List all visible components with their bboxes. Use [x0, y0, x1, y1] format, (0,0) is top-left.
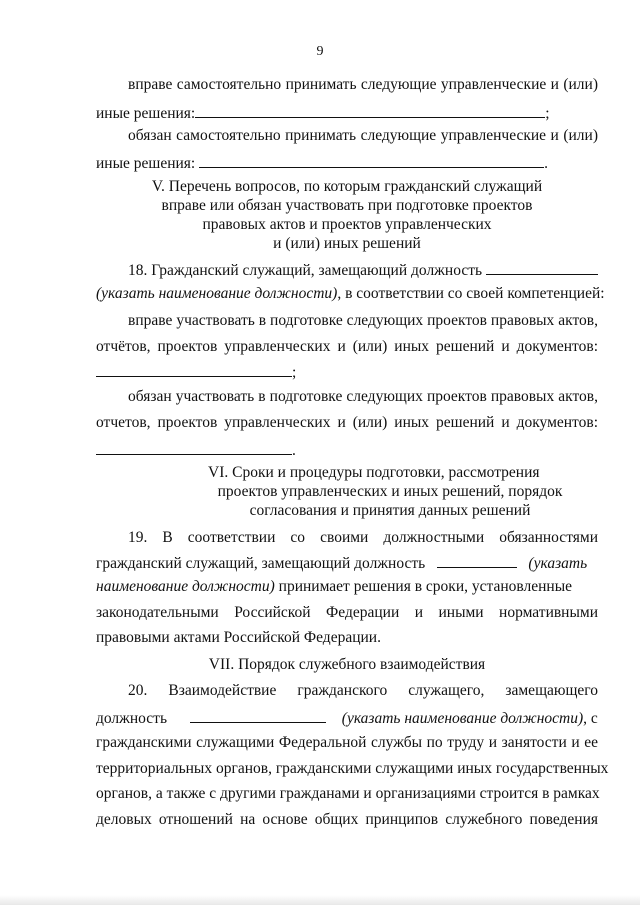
p20-line2-end: , с: [583, 710, 598, 727]
p18-line8-end: .: [292, 442, 296, 459]
p18-line6: обязан участвовать в подготовке следующих проектов правовых актов,: [128, 388, 598, 405]
p1-line2-text: иные решения:: [96, 105, 196, 122]
p18-line7: отчетов, проектов управленческих и (или) иных решений и документов:: [96, 414, 598, 431]
p19-line5: правовыми актами Российской Федерации.: [96, 629, 381, 646]
p18-line2-rest: , в соответствии со своей компетенцией:: [337, 285, 605, 302]
section6-heading-line1: VI. Сроки и процедуры подготовки, рассмотрения: [208, 464, 540, 481]
p19-line3: [96, 578, 598, 596]
p19-line2-text: гражданский служащий, замещающий должность: [96, 555, 426, 572]
p1-line2-end: ;: [545, 105, 550, 122]
fill-blank: [195, 103, 545, 118]
p19-line4: законодательными Российской Федерации и иными нормативными: [96, 604, 598, 621]
p20-line4: территориальных органов, гражданскими служащими иных государственных: [96, 760, 609, 777]
fill-blank: [190, 708, 326, 723]
section5-heading-line3: правовых актов и проектов управленческих: [202, 216, 492, 233]
p18-line1-text: 18. Гражданский служащий, замещающий должность: [128, 262, 483, 279]
p18-line8: [96, 440, 296, 460]
p18-line5-end: ;: [292, 364, 297, 381]
fill-blank: [96, 440, 292, 455]
p20-line2-text: должность: [96, 710, 168, 727]
p20-line2: [96, 708, 598, 728]
p19-line3-rest: принимает решения в сроки, установленные: [274, 578, 573, 595]
p19-line1: 19. В соответствии со своими должностными обязанностями: [128, 529, 598, 546]
section6-heading-line2: проектов управленческих и иных решений, порядок: [217, 483, 563, 500]
p2-line1: обязан самостоятельно принимать следующие управленческие и (или): [128, 127, 598, 144]
p20-line1: 20. Взаимодействие гражданского служащего, замещающего: [128, 682, 598, 699]
section5-heading-line4: и (или) иных решений: [273, 235, 421, 252]
p20-line6: деловых отношений на основе общих принципов служебного поведения: [96, 811, 598, 828]
fill-blank: [486, 260, 598, 275]
page-bottom-shadow: [0, 895, 640, 905]
section5-heading-line1: V. Перечень вопросов, по которым гражданский служащий: [151, 178, 543, 195]
fill-blank: [437, 553, 517, 568]
p18-line1: [128, 260, 598, 280]
fill-blank: [199, 153, 544, 168]
section6-heading-line3: согласования и принятия данных решений: [249, 502, 531, 519]
section7-heading: VII. Порядок служебного взаимодействия: [208, 656, 486, 673]
page-number: 9: [316, 44, 324, 59]
p19-line2: [96, 553, 598, 573]
p18-line2: [96, 285, 605, 303]
p18-hint-italic: (указать наименование должности): [96, 285, 338, 302]
p20-hint-italic: (указать наименование должности): [341, 710, 584, 727]
p2-line2-text: иные решения:: [96, 155, 196, 172]
p18-line3: вправе участвовать в подготовке следующих проектов правовых актов,: [128, 312, 598, 329]
p18-line5: [96, 362, 296, 382]
p18-line4: отчётов, проектов управленческих и (или) иных решений и документов:: [96, 338, 598, 355]
section5-heading-line2: вправе или обязан участвовать при подготовке проектов: [161, 197, 533, 214]
p19-hint-italic-b: наименование должности): [96, 578, 275, 595]
p20-line3: гражданскими служащими Федеральной службы по труду и занятости и ее: [96, 734, 598, 751]
p2-line2-end: .: [544, 155, 548, 172]
fill-blank: [96, 362, 292, 377]
p20-line5: органов, а также с другими гражданами и организациями строится в рамках: [96, 785, 600, 802]
p2-line2: [96, 153, 548, 173]
p1-line1: вправе самостоятельно принимать следующие управленческие и (или): [128, 76, 598, 93]
p19-hint-italic-a: (указать: [528, 555, 588, 572]
p1-line2: [96, 103, 550, 123]
